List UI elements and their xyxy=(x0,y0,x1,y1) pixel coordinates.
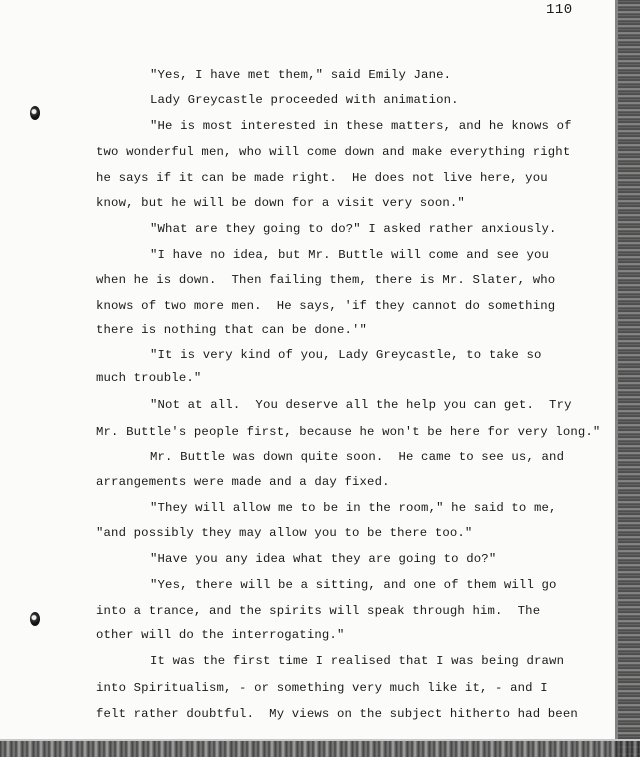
text-line: "Have you any idea what they are going to do?" xyxy=(150,552,497,566)
text-line: there is nothing that can be done.'" xyxy=(96,323,368,337)
scan-right-edge xyxy=(618,0,640,757)
text-line: arrangements were made and a day fixed. xyxy=(96,475,390,489)
text-line: "He is most interested in these matters, and he knows of xyxy=(150,119,572,133)
punch-hole-icon xyxy=(30,106,40,120)
text-line: Mr. Buttle was down quite soon. He came to see us, and xyxy=(150,450,565,464)
punch-hole-icon xyxy=(30,612,40,626)
text-line: "They will allow me to be in the room," he said to me, xyxy=(150,501,557,515)
text-line: Mr. Buttle's people first, because he won't be here for very long." xyxy=(96,425,601,439)
text-line: other will do the interrogating." xyxy=(96,628,345,642)
text-line: It was the first time I realised that I was being drawn xyxy=(150,654,565,668)
text-line: when he is down. Then failing them, there is Mr. Slater, who xyxy=(96,273,556,287)
text-line: two wonderful men, who will come down and make everything right xyxy=(96,145,571,159)
text-line: knows of two more men. He says, 'if they cannot do something xyxy=(96,299,556,313)
text-line: know, but he will be down for a visit very soon." xyxy=(96,196,465,210)
scan-bottom-edge xyxy=(0,741,640,757)
text-line: "Not at all. You deserve all the help you can get. Try xyxy=(150,398,572,412)
text-line: he says if it can be made right. He does not live here, you xyxy=(96,171,548,185)
text-line: into a trance, and the spirits will speak through him. The xyxy=(96,604,541,618)
text-line: into Spiritualism, - or something very much like it, - and I xyxy=(96,681,548,695)
text-line: "It is very kind of you, Lady Greycastle, to take so xyxy=(150,348,542,362)
text-line: "I have no idea, but Mr. Buttle will come and see you xyxy=(150,248,550,262)
text-line: much trouble." xyxy=(96,371,202,385)
page-number: 110 xyxy=(546,2,573,18)
text-line: "and possibly they may allow you to be there too." xyxy=(96,526,473,540)
text-line: felt rather doubtful. My views on the subject hitherto had been xyxy=(96,707,578,721)
text-line: "What are they going to do?" I asked rather anxiously. xyxy=(150,222,557,236)
text-line: Lady Greycastle proceeded with animation. xyxy=(150,93,459,107)
text-line: "Yes, I have met them," said Emily Jane. xyxy=(150,68,452,82)
text-line: "Yes, there will be a sitting, and one of them will go xyxy=(150,578,557,592)
